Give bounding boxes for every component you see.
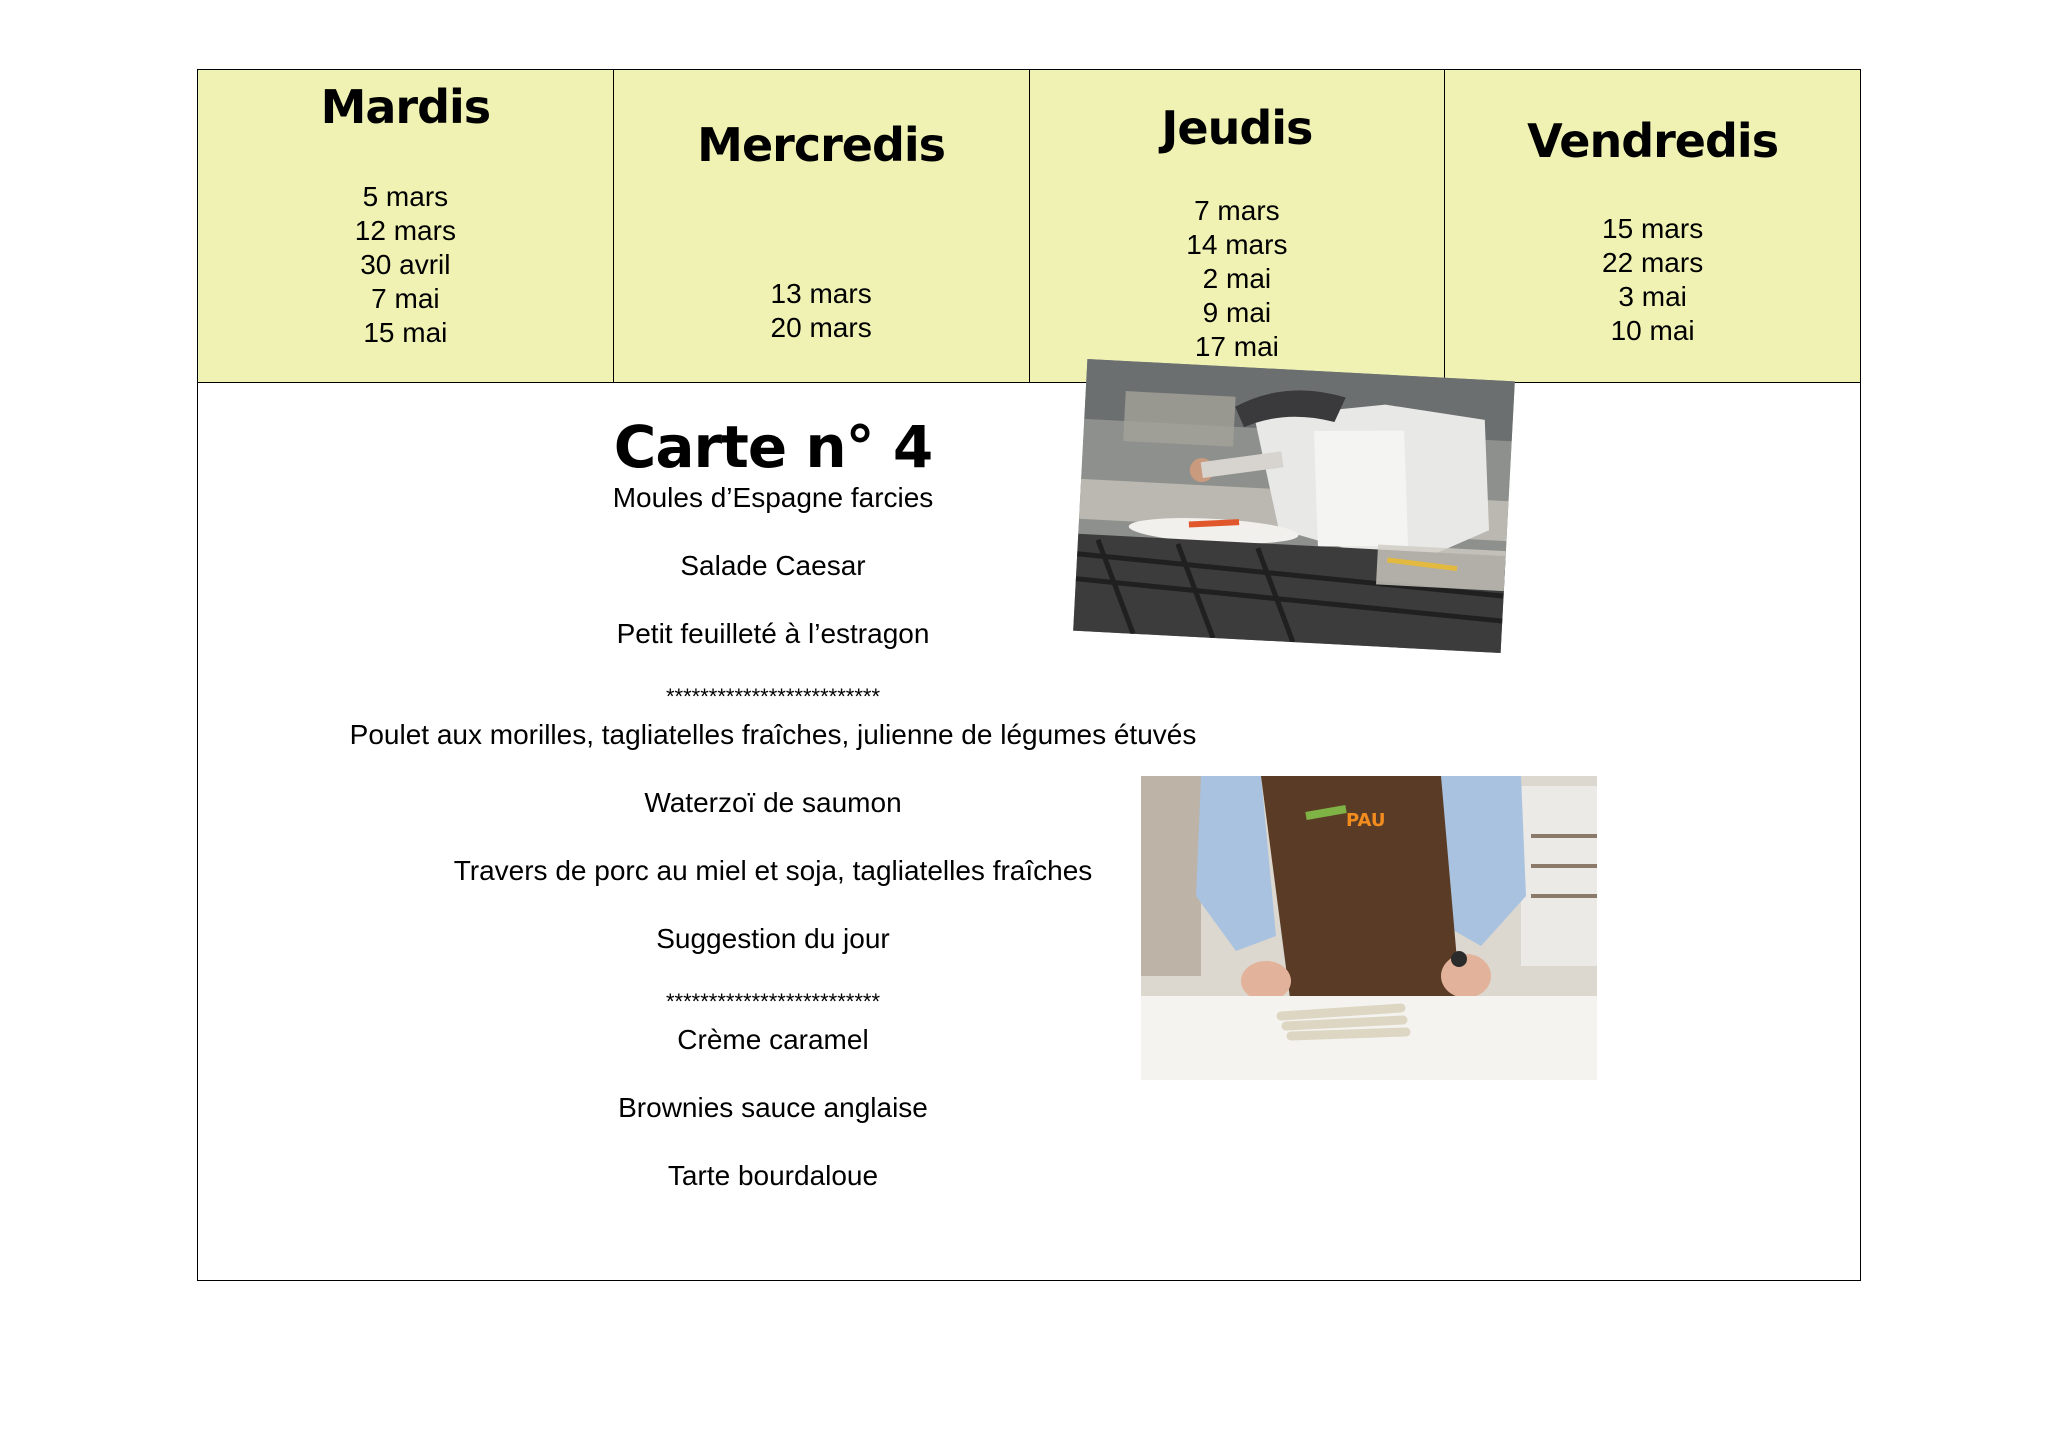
date-item: 30 avril <box>360 249 451 280</box>
apron-pastry-photo <box>1141 776 1597 1080</box>
date-item: 17 mai <box>1194 331 1279 362</box>
date-item: 2 mai <box>1202 263 1272 294</box>
date-item: 9 mai <box>1202 297 1272 328</box>
main-course-item: Waterzoï de saumon <box>644 787 902 818</box>
apron-logo-text: PAU <box>1346 810 1386 831</box>
schedule-header <box>198 70 1860 383</box>
date-list <box>1030 194 1445 364</box>
date-item: 3 mai <box>1618 281 1687 312</box>
day-name: Mardis <box>320 80 491 134</box>
dessert-item: Tarte bourdaloue <box>667 1160 879 1191</box>
day-column-friday <box>1445 70 1860 382</box>
chef-plating-photo <box>1073 359 1515 653</box>
main-course-item: Travers de porc au miel et soja, tagliatelles fraîches <box>453 855 1093 886</box>
dessert-item: Brownies sauce anglaise <box>618 1092 928 1123</box>
menu-title: Carte n° 4 <box>613 413 933 481</box>
day-column-wednesday <box>614 70 1030 382</box>
chef-plating-image <box>1073 359 1515 653</box>
date-item: 12 mars <box>354 215 456 246</box>
date-item: 20 mars <box>770 312 872 343</box>
main-course-item: Poulet aux morilles, tagliatelles fraîches, julienne de légumes étuvés <box>349 719 1197 750</box>
date-item: 22 mars <box>1602 247 1704 278</box>
date-item: 14 mars <box>1186 229 1288 260</box>
date-item: 5 mars <box>362 181 449 212</box>
date-item: 10 mai <box>1610 315 1695 346</box>
date-item: 13 mars <box>770 278 872 309</box>
day-name: Mercredis <box>697 118 946 172</box>
starter-item: Moules d’Espagne farcies <box>612 482 934 513</box>
starter-item: Salade Caesar <box>680 550 866 581</box>
section-separator: ************************* <box>665 684 881 709</box>
date-list <box>1445 212 1860 348</box>
dessert-item: Crème caramel <box>677 1024 869 1055</box>
date-list <box>198 180 613 350</box>
section-separator: ************************* <box>665 989 881 1014</box>
day-column-thursday <box>1030 70 1446 382</box>
apron-pastry-image <box>1141 776 1597 1080</box>
day-name: Vendredis <box>1527 114 1779 168</box>
day-name: Jeudis <box>1161 101 1313 155</box>
date-item: 15 mars <box>1602 213 1704 244</box>
date-item: 7 mars <box>1194 195 1280 226</box>
starter-item: Petit feuilleté à l’estragon <box>616 618 930 649</box>
day-column-tuesday <box>198 70 614 382</box>
date-item: 15 mai <box>363 317 448 348</box>
date-list <box>614 277 1029 345</box>
main-course-item: Suggestion du jour <box>656 923 890 954</box>
menu-sheet <box>197 69 1861 1281</box>
date-item: 7 mai <box>371 283 440 314</box>
